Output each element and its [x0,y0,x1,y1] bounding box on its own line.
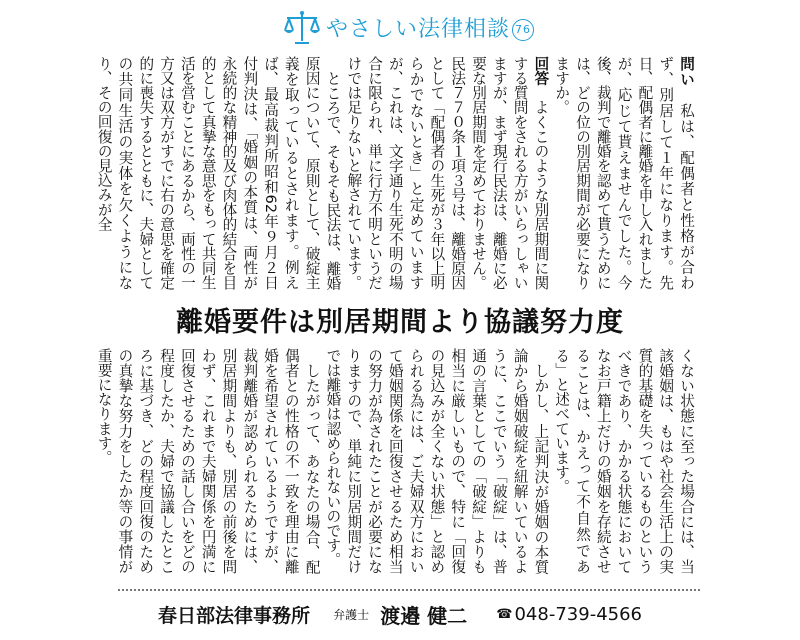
series-title [326,12,534,43]
answer-label: 回答 [532,56,550,86]
body-paragraph: したがって、あなたの場合、配偶者との性格の不一致を理由に離婚を希望されているようですが、裁判離婚が認められるためには、別居期間よりも、別居の前後を問わず、これまで夫婦関係を円満に回復させるための話し合いをどの程度したか、夫婦で協議したところに基づき、どの程度回復のための真摯な努力をしたか等の事情が重要になります。 [95,348,321,574]
lawyer-name: 渡邉 健二 [380,604,468,628]
article-bottom-columns [95,348,696,574]
body-paragraph-continued: くない状態に至った場合には、当該婚姻は、もはや社会生活上の実質的基礎を失っているものというべきであり、かかる状態においてなお戸籍上だけの婚姻を存続させることは、かえって不自然である」と述べています。 [553,348,695,574]
series-number-badge: 76 [512,19,534,41]
footer-divider [118,589,700,591]
answer-text: よくこのような別居期間に関する質問をされる方がいらっしゃいますが、まず現行民法は、離婚に必要な別居期間を定めておりません。民法７７０条１項３号は、離婚原因として「配偶者の生死が３年以上明らかでないとき」と定めていますが、これは、文字通り生死不明の場合に限られ、単に行方不明というだけでは足りないと解されています。 [345,56,550,290]
telephone-icon: ☎ [496,607,513,623]
body-paragraph: ところで、そもそも民法は、離婚原因について、原則として、破綻主義を取っているとされます。例えば、最高裁判所昭和62年９月２日付判決は、「婚姻の本質は、両性が永続的な精神的及び肉体的結合を目的として真摯な意思をもって共同生活を営むことにあるから、両性の一方又は双方がすでに右の意思を確定的に喪失するとともに、夫婦としての共同生活の実体を欠くようになり、その回復の見込みが全 [95,56,342,290]
article-top-columns [95,56,696,290]
phone-number: 048-739-4566 [514,604,642,626]
phone-number-group [496,604,642,626]
law-firm-name: 春日部法律事務所 [158,605,311,627]
answer-paragraph [342,56,550,290]
question-label: 問い [678,56,695,88]
scales-of-justice-icon [282,10,322,46]
question-text: 私は、配偶者と性格が合わず、別居して１年になります。先日、配偶者に離婚を申し入れましたが、応じて貰えませんでした。今後、裁判で離婚を認めて貰うためには、どの位の別居期間が必要になりますか。 [553,56,695,290]
lawyer-role: 弁護士 [333,608,370,622]
article-headline: 離婚要件は別居期間より協議努力度 [176,307,624,338]
series-title-text: やさしい法律相談 [326,17,511,42]
header [0,0,800,52]
body-paragraph: しかし、上記判決が婚姻の本質論から婚姻破綻を紐解いているように、ここでいう「破綻」は、普通の言葉としての「破綻」よりも相当に厳しいもので、特に「回復の見込みが全くない状態」と認められる為には、ご夫婦双方において婚姻関係を回復させるため相当の努力が為されたことが必要になりますので、単純に別居期間だけでは離婚は認められないのです。 [324,348,550,574]
question-paragraph [550,56,696,290]
footer [0,600,800,636]
